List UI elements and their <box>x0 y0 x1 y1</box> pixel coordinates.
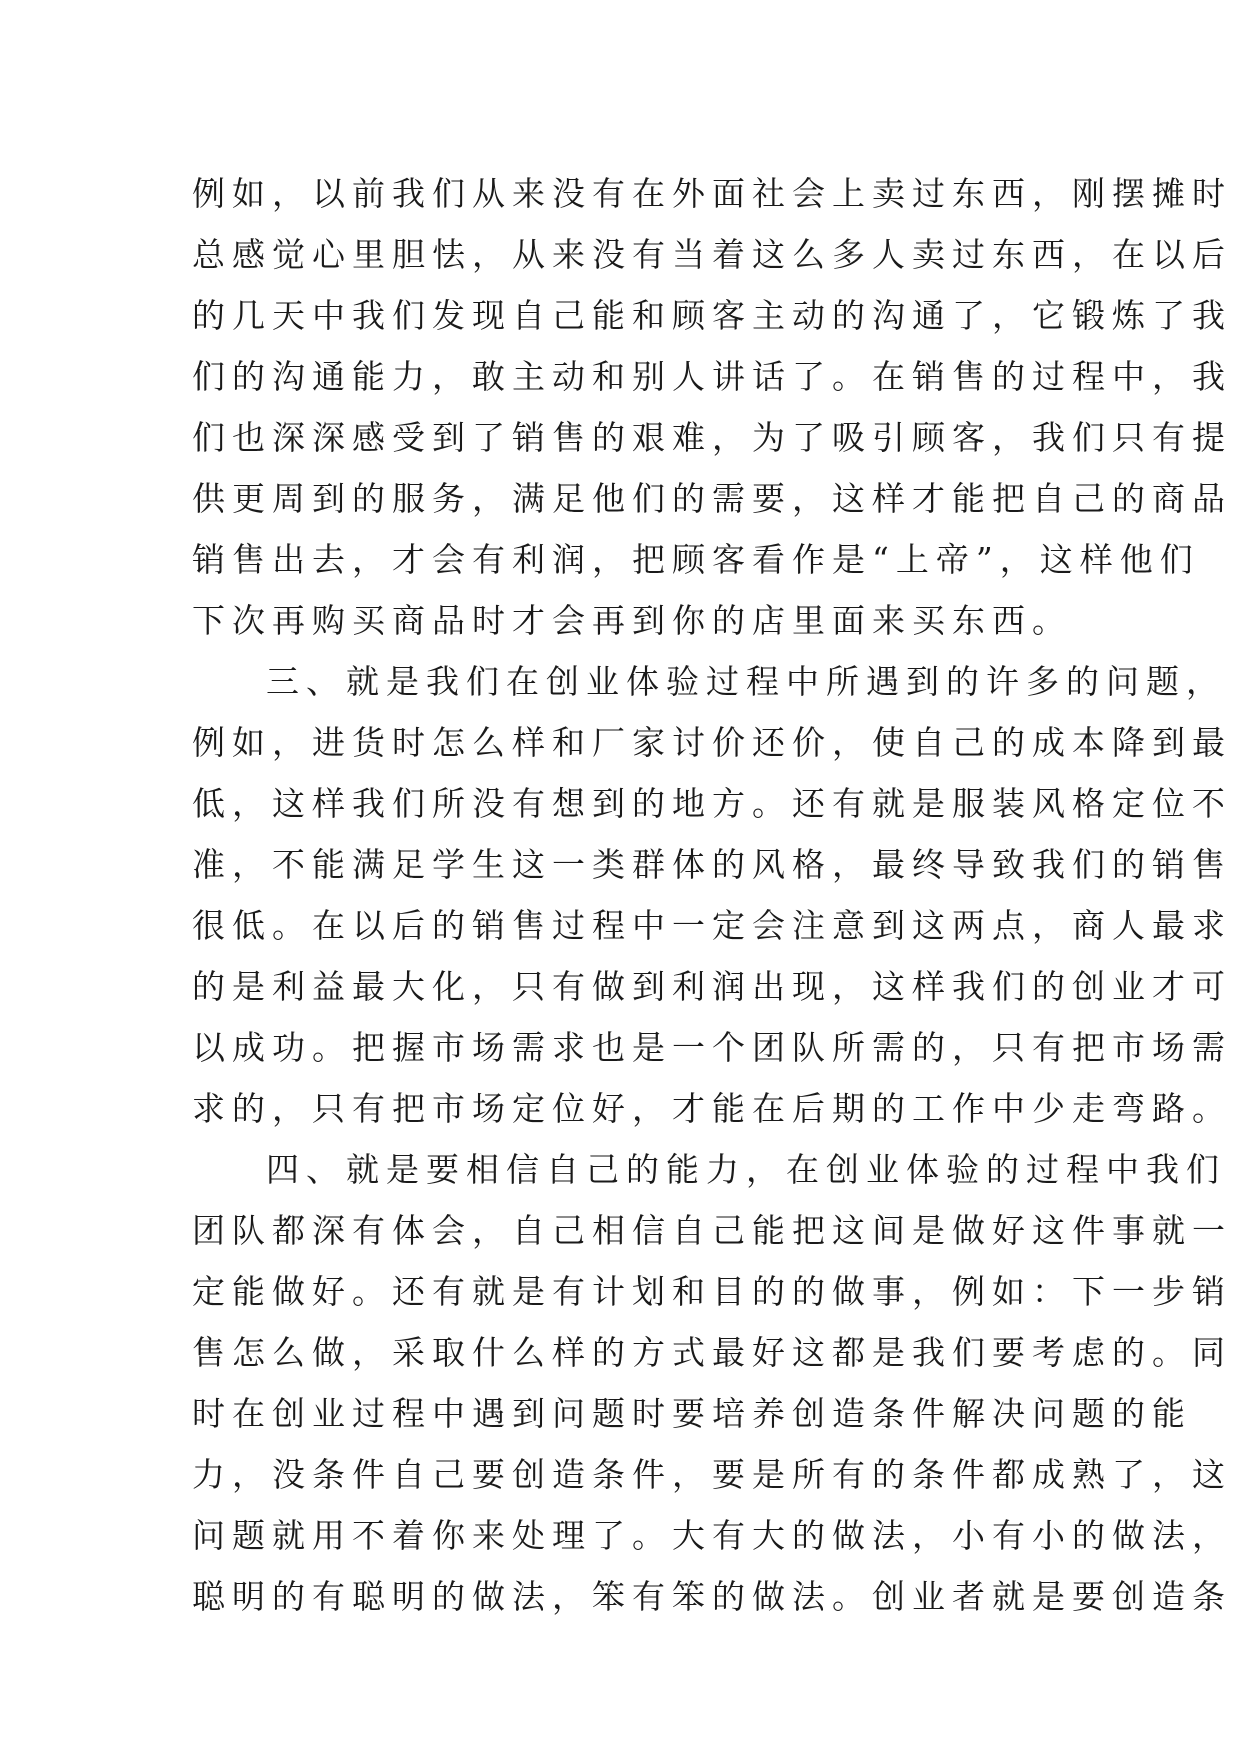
text-line: 定能做好。还有就是有计划和目的的做事，例如：下一步销 <box>192 1272 1232 1311</box>
body-text <box>192 163 1232 1627</box>
text-line: 例如，以前我们从来没有在外面社会上卖过东西，刚摆摊时 <box>192 174 1232 213</box>
text-line: 总感觉心里胆怯，从来没有当着这么多人卖过东西，在以后 <box>192 235 1232 274</box>
text-line: 销售出去，才会有利润，把顾客看作是“上帝”，这样他们 <box>192 540 1200 579</box>
text-line: 问题就用不着你来处理了。大有大的做法，小有小的做法， <box>192 1516 1232 1555</box>
text-line: 以成功。把握市场需求也是一个团队所需的，只有把市场需 <box>192 1028 1232 1067</box>
text-line: 力，没条件自己要创造条件，要是所有的条件都成熟了，这 <box>192 1455 1232 1494</box>
paragraph-start-line: 四、就是要相信自己的能力，在创业体验的过程中我们 <box>266 1150 1226 1189</box>
text-line: 们也深深感受到了销售的艰难，为了吸引顾客，我们只有提 <box>192 418 1232 457</box>
paragraph-start-line: 三、就是我们在创业体验过程中所遇到的许多的问题， <box>266 662 1226 701</box>
text-line: 时在创业过程中遇到问题时要培养创造条件解决问题的能 <box>192 1394 1192 1433</box>
text-line: 聪明的有聪明的做法，笨有笨的做法。创业者就是要创造条 <box>192 1577 1232 1616</box>
text-line: 低，这样我们所没有想到的地方。还有就是服装风格定位不 <box>192 784 1232 823</box>
text-line: 准，不能满足学生这一类群体的风格，最终导致我们的销售 <box>192 845 1232 884</box>
text-line: 的是利益最大化，只有做到利润出现，这样我们的创业才可 <box>192 967 1232 1006</box>
text-line: 很低。在以后的销售过程中一定会注意到这两点，商人最求 <box>192 906 1232 945</box>
text-line: 售怎么做，采取什么样的方式最好这都是我们要考虑的。同 <box>192 1333 1232 1372</box>
text-line: 求的，只有把市场定位好，才能在后期的工作中少走弯路。 <box>192 1089 1232 1128</box>
text-line: 们的沟通能力，敢主动和别人讲话了。在销售的过程中，我 <box>192 357 1232 396</box>
text-line: 的几天中我们发现自己能和顾客主动的沟通了，它锻炼了我 <box>192 296 1232 335</box>
text-line: 下次再购买商品时才会再到你的店里面来买东西。 <box>192 601 1072 640</box>
text-line: 例如，进货时怎么样和厂家讨价还价，使自己的成本降到最 <box>192 723 1232 762</box>
text-line: 供更周到的服务，满足他们的需要，这样才能把自己的商品 <box>192 479 1232 518</box>
text-line: 团队都深有体会，自己相信自己能把这间是做好这件事就一 <box>192 1211 1232 1250</box>
